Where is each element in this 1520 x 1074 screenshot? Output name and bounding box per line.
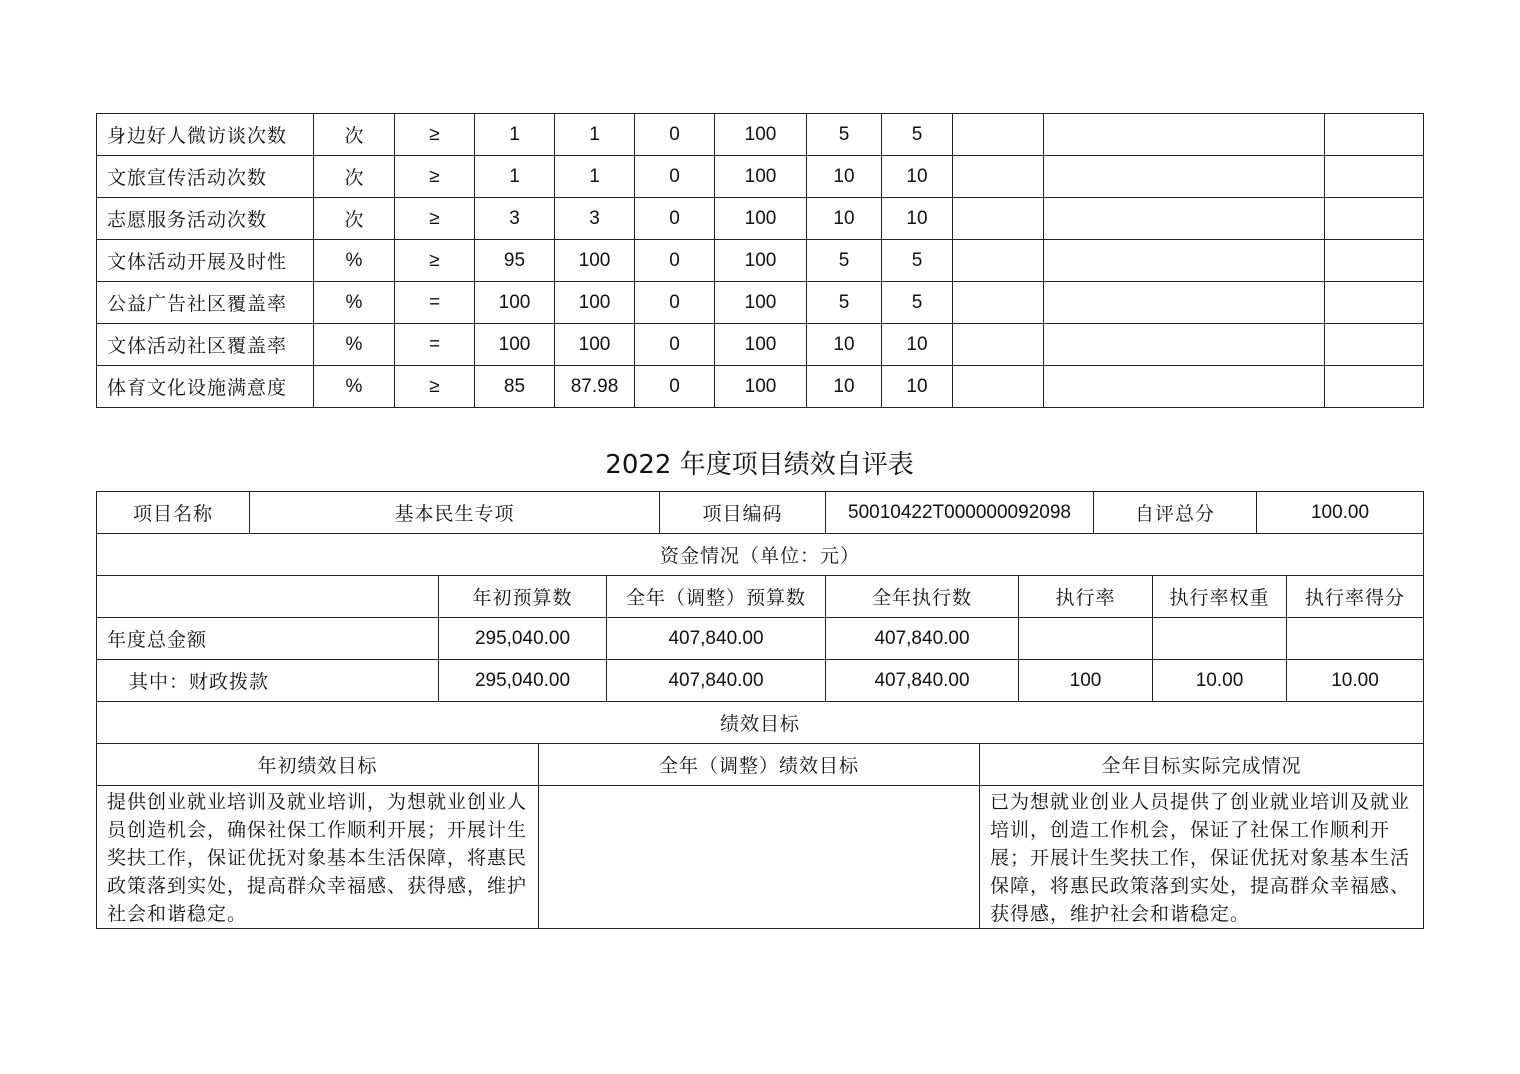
fund-weight [1153,618,1287,660]
indicator-name: 志愿服务活动次数 [97,198,314,240]
fund-executed: 407,840.00 [826,618,1019,660]
indicator-rate: 100 [715,156,807,198]
goal-adjusted-text [539,786,980,929]
fund-header-executed: 全年执行数 [826,576,1019,618]
indicator-empty-cell [953,114,1044,156]
goal-initial-text: 提供创业就业培训及就业培训，为想就业创业人员创造机会，确保社保工作顺利开展；开展计生奖扶工作，保证优抚对象基本生活保障，将惠民政策落到实处，提高群众幸福感、获得感，维护社会和谐稳定。 [97,786,539,929]
indicator-deviation: 0 [635,156,715,198]
fund-score: 10.00 [1287,660,1424,702]
indicator-deviation: 0 [635,114,715,156]
indicator-actual: 100 [555,282,635,324]
indicator-name: 体育文化设施满意度 [97,366,314,408]
fund-header-weight: 执行率权重 [1153,576,1287,618]
project-info-row [97,492,1424,534]
project-code-label: 项目编码 [660,492,826,534]
indicator-actual: 3 [555,198,635,240]
indicator-empty-cell [1044,198,1325,240]
indicator-actual: 100 [555,324,635,366]
indicator-empty-cell [1044,366,1325,408]
indicator-operator: ≥ [395,114,475,156]
goal-section-title: 绩效目标 [97,702,1424,744]
indicator-score: 5 [882,282,953,324]
goal-header-initial: 年初绩效目标 [97,744,539,786]
indicator-empty-cell [1325,366,1424,408]
indicator-unit: 次 [314,114,395,156]
fund-header-blank [97,576,439,618]
indicator-weight: 5 [807,240,882,282]
fund-row-label: 年度总金额 [97,618,439,660]
self-score-value: 100.00 [1257,492,1424,534]
fund-row-label: 其中：财政拨款 [97,660,439,702]
fund-header-adjusted: 全年（调整）预算数 [607,576,826,618]
fund-weight: 10.00 [1153,660,1287,702]
indicator-deviation: 0 [635,366,715,408]
indicator-unit: 次 [314,156,395,198]
indicator-name: 文旅宣传活动次数 [97,156,314,198]
indicator-row [97,282,1424,324]
indicator-target: 95 [475,240,555,282]
fund-row-total [97,618,1424,660]
indicator-operator: = [395,282,475,324]
indicator-target: 1 [475,114,555,156]
fund-table [96,575,1424,744]
page-title: 2022 年度项目绩效自评表 [605,450,914,480]
indicator-empty-cell [953,282,1044,324]
indicator-rate: 100 [715,366,807,408]
indicator-operator: ≥ [395,156,475,198]
indicator-name: 文体活动开展及时性 [97,240,314,282]
fund-section-title: 资金情况（单位：元） [97,534,1424,576]
fund-executed: 407,840.00 [826,660,1019,702]
indicator-table-body [97,114,1424,408]
indicator-weight: 10 [807,366,882,408]
goal-section-row [97,702,1424,744]
indicator-row [97,366,1424,408]
goal-table [96,743,1424,929]
indicator-target: 100 [475,282,555,324]
indicator-rate: 100 [715,240,807,282]
indicator-operator: = [395,324,475,366]
indicator-empty-cell [1325,240,1424,282]
indicator-empty-cell [953,366,1044,408]
fund-header-row [97,576,1424,618]
indicator-empty-cell [1044,114,1325,156]
indicator-row [97,324,1424,366]
indicator-table [96,113,1424,408]
fund-initial: 295,040.00 [439,618,607,660]
indicator-row [97,198,1424,240]
indicator-actual: 1 [555,156,635,198]
indicator-empty-cell [1044,240,1325,282]
indicator-rate: 100 [715,324,807,366]
indicator-row [97,114,1424,156]
project-name-label: 项目名称 [97,492,250,534]
indicator-empty-cell [953,156,1044,198]
fund-header-score: 执行率得分 [1287,576,1424,618]
fund-adjusted: 407,840.00 [607,660,826,702]
project-code-value: 50010422T000000092098 [826,492,1094,534]
indicator-target: 1 [475,156,555,198]
indicator-empty-cell [953,240,1044,282]
indicator-score: 10 [882,156,953,198]
indicator-empty-cell [1325,324,1424,366]
indicator-empty-cell [1044,282,1325,324]
goal-content-row [97,786,1424,929]
indicator-operator: ≥ [395,240,475,282]
indicator-unit: % [314,240,395,282]
indicator-weight: 10 [807,156,882,198]
indicator-empty-cell [1325,198,1424,240]
indicator-score: 5 [882,114,953,156]
indicator-score: 10 [882,324,953,366]
indicator-deviation: 0 [635,324,715,366]
indicator-name: 公益广告社区覆盖率 [97,282,314,324]
project-info-table [96,491,1424,576]
fund-header-initial: 年初预算数 [439,576,607,618]
indicator-empty-cell [953,198,1044,240]
indicator-deviation: 0 [635,282,715,324]
indicator-operator: ≥ [395,198,475,240]
fund-row-fiscal [97,660,1424,702]
indicator-weight: 5 [807,114,882,156]
indicator-unit: % [314,366,395,408]
indicator-empty-cell [1325,114,1424,156]
fund-initial: 295,040.00 [439,660,607,702]
fund-header-rate: 执行率 [1019,576,1153,618]
goal-header-actual: 全年目标实际完成情况 [980,744,1424,786]
indicator-empty-cell [1325,156,1424,198]
indicator-rate: 100 [715,282,807,324]
indicator-empty-cell [953,324,1044,366]
indicator-weight: 10 [807,324,882,366]
indicator-actual: 100 [555,240,635,282]
indicator-deviation: 0 [635,240,715,282]
indicator-row [97,240,1424,282]
fund-rate: 100 [1019,660,1153,702]
indicator-operator: ≥ [395,366,475,408]
indicator-rate: 100 [715,114,807,156]
indicator-empty-cell [1325,282,1424,324]
indicator-name: 文体活动社区覆盖率 [97,324,314,366]
goal-header-row [97,744,1424,786]
indicator-deviation: 0 [635,198,715,240]
indicator-target: 100 [475,324,555,366]
indicator-empty-cell [1044,156,1325,198]
fund-rate [1019,618,1153,660]
project-name-value: 基本民生专项 [250,492,660,534]
indicator-rate: 100 [715,198,807,240]
fund-adjusted: 407,840.00 [607,618,826,660]
indicator-score: 10 [882,366,953,408]
indicator-unit: 次 [314,198,395,240]
goal-actual-text: 已为想就业创业人员提供了创业就业培训及就业培训，创造工作机会，保证了社保工作顺利开展；开展计生奖扶工作，保证优抚对象基本生活保障，将惠民政策落到实处，提高群众幸福感、获得感，维护社会和谐稳定。 [980,786,1424,929]
indicator-target: 85 [475,366,555,408]
fund-section-row [97,534,1424,576]
indicator-unit: % [314,282,395,324]
indicator-target: 3 [475,198,555,240]
indicator-empty-cell [1044,324,1325,366]
indicator-weight: 5 [807,282,882,324]
indicator-score: 10 [882,198,953,240]
indicator-unit: % [314,324,395,366]
self-score-label: 自评总分 [1094,492,1257,534]
goal-header-adjusted: 全年（调整）绩效目标 [539,744,980,786]
indicator-row [97,156,1424,198]
indicator-name: 身边好人微访谈次数 [97,114,314,156]
fund-score [1287,618,1424,660]
indicator-score: 5 [882,240,953,282]
indicator-actual: 87.98 [555,366,635,408]
indicator-actual: 1 [555,114,635,156]
indicator-weight: 10 [807,198,882,240]
